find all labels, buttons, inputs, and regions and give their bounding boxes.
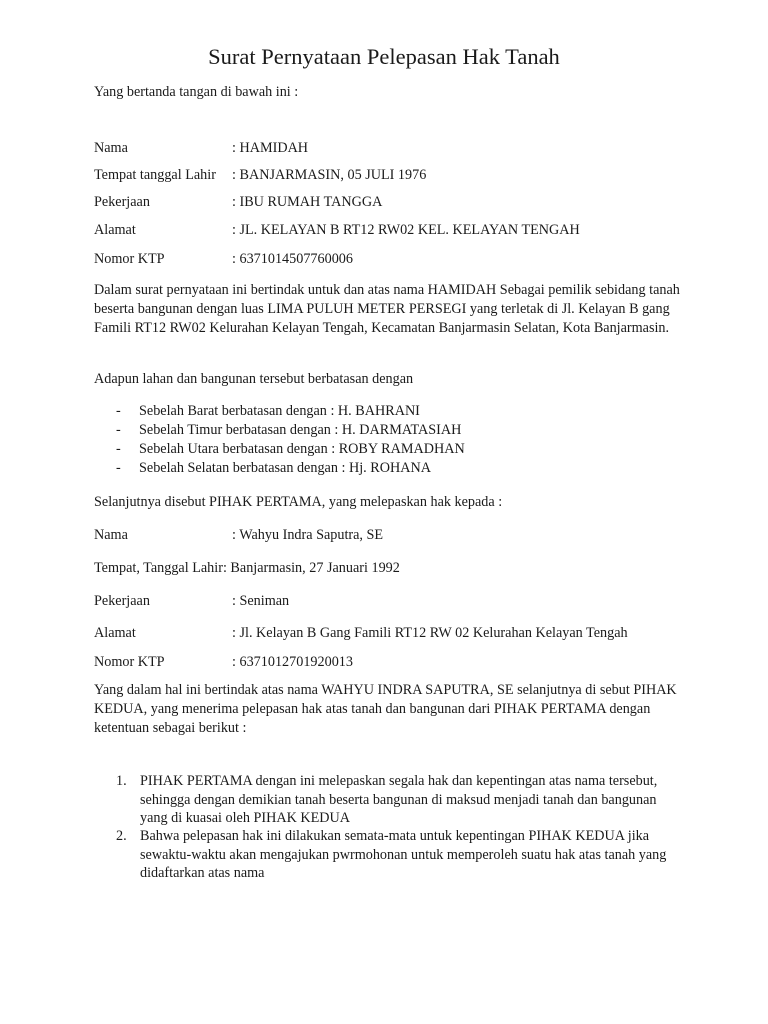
field-label: Nama xyxy=(94,140,128,156)
field-label: Nomor KTP xyxy=(94,654,165,670)
party-one-birth-row xyxy=(94,167,426,184)
term-item-1 xyxy=(116,772,686,828)
statement-paragraph: Dalam surat pernyataan ini bertindak untuk dan atas nama HAMIDAH Sebagai pemilik sebidang tanah beserta bangunan dengan luas LIMA PULUH METER PERSEGI yang terletak di Jl. Kelayan B gang Famili RT12 RW02 Kelurahan Kelayan Tengah, Kecamatan Banjarmasin Selatan, Kota Banjarmasin. xyxy=(94,282,680,337)
bullet-dash: - xyxy=(116,441,121,457)
field-value: : Wahyu Indra Saputra, SE xyxy=(232,527,384,543)
term-text: Bahwa pelepasan hak ini dilakukan semata-mata untuk kepentingan PIHAK KEDUA jika sewaktu-waktu akan mengajukan pwrmohonan untuk memperoleh suatu hak atas tanah yang didaftarkan atas nama xyxy=(140,828,667,882)
party-two-address-row xyxy=(94,625,628,642)
list-item: - Sebelah Timur berbatasan dengan : H. DARMATASIAH xyxy=(116,422,462,438)
party-one-job-row xyxy=(94,194,382,211)
term-text: PIHAK PERTAMA dengan ini melepaskan segala hak dan kepentingan atas nama tersebut, sehingga dengan demikian tanah beserta bangunan di maksud menjadi tanah dan bangunan yang di kuasai oleh PIHAK KEDUA xyxy=(140,773,658,827)
field-label: Nama xyxy=(94,527,128,543)
field-label: Pekerjaan xyxy=(94,593,150,609)
second-party-paragraph: Yang dalam hal ini bertindak atas nama WAHYU INDRA SAPUTRA, SE selanjutnya di sebut PIHAK KEDUA, yang menerima pelepasan hak atas tanah dan bangunan dari PIHAK PERTAMA dengan ketentuan sebagai berikut : xyxy=(94,682,677,737)
party-one-address-row xyxy=(94,222,580,239)
party-two-birth-row: Tempat, Tanggal Lahir: Banjarmasin, 27 Januari 1992 xyxy=(94,560,400,576)
term-number: 1. xyxy=(116,773,127,789)
field-label: Alamat xyxy=(94,625,136,641)
party-one-id-row xyxy=(94,251,353,268)
field-value: : BANJARMASIN, 05 JULI 1976 xyxy=(232,167,427,183)
term-item-2 xyxy=(116,827,686,883)
transfer-intro: Selanjutnya disebut PIHAK PERTAMA, yang melepaskan hak kepada : xyxy=(94,494,503,510)
field-value: : 6371012701920013 xyxy=(232,654,353,670)
intro-text: Yang bertanda tangan di bawah ini : xyxy=(94,84,299,100)
field-label: Tempat tanggal Lahir xyxy=(94,167,216,183)
field-value: : JL. KELAYAN B RT12 RW02 KEL. KELAYAN TENGAH xyxy=(232,222,580,238)
bullet-dash: - xyxy=(116,403,121,419)
boundaries-intro: Adapun lahan dan bangunan tersebut berbatasan dengan xyxy=(94,371,414,387)
party-two-job-row xyxy=(94,593,289,610)
bullet-dash: - xyxy=(116,422,121,438)
party-two-id-row xyxy=(94,654,353,671)
document-title: Surat Pernyataan Pelepasan Hak Tanah xyxy=(208,44,560,69)
field-value: : HAMIDAH xyxy=(232,140,309,156)
field-label: Pekerjaan xyxy=(94,194,150,210)
list-item: - Sebelah Barat berbatasan dengan : H. BAHRANI xyxy=(116,403,420,419)
field-value: : Seniman xyxy=(232,593,290,609)
term-number: 2. xyxy=(116,828,127,844)
list-item: - Sebelah Utara berbatasan dengan : ROBY RAMADHAN xyxy=(116,441,465,457)
field-value: : IBU RUMAH TANGGA xyxy=(232,194,383,210)
party-one-name-row xyxy=(94,140,308,157)
field-value: : Jl. Kelayan B Gang Famili RT12 RW 02 Kelurahan Kelayan Tengah xyxy=(232,625,628,641)
list-item: - Sebelah Selatan berbatasan dengan : Hj. ROHANA xyxy=(116,460,431,476)
field-label: Nomor KTP xyxy=(94,251,165,267)
field-value: : 6371014507760006 xyxy=(232,251,353,267)
field-label: Alamat xyxy=(94,222,136,238)
party-two-name-row xyxy=(94,527,383,544)
bullet-dash: - xyxy=(116,460,121,476)
